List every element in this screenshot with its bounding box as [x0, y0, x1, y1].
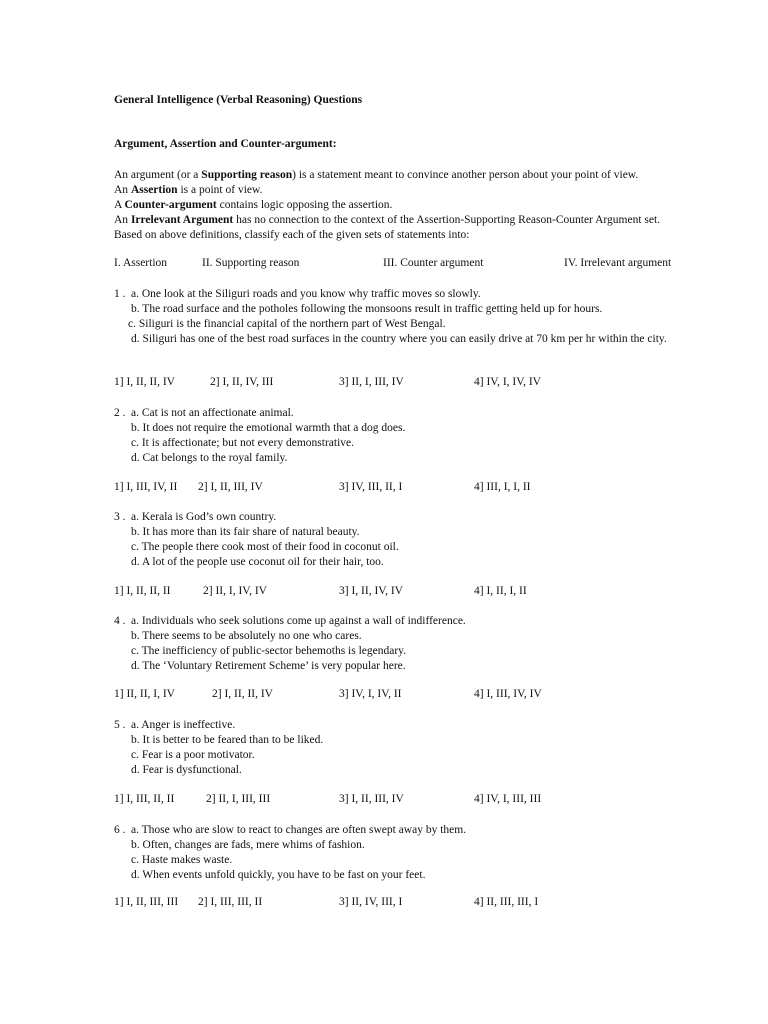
definition-text: An argument (or a [114, 169, 202, 181]
statement-text: c. Fear is a poor motivator. [131, 749, 255, 761]
statement [114, 868, 724, 883]
definition-text: An [114, 214, 131, 226]
answer-option: 1] I, II, II, IV [114, 376, 175, 388]
statement-text: b. There seems to be absolutely no one who cares. [131, 630, 362, 642]
statement-text: b. The road surface and the potholes following the monsoons result in traffic getting held up for hours. [131, 303, 603, 315]
statement-text: a. Anger is ineffective. [131, 719, 236, 731]
definition-text: has no connection to the context of the Assertion-Supporting Reason-Counter Argument set. [233, 214, 661, 226]
answer-option: 3] IV, I, IV, II [339, 688, 402, 700]
answer-option: 2] II, I, III, III [206, 793, 271, 805]
statement [114, 555, 724, 570]
statement [114, 287, 724, 302]
definition-text: is a point of view. [177, 184, 263, 196]
statement [114, 659, 724, 674]
statement [114, 823, 724, 838]
statement-text: c. The people there cook most of their food in coconut oil. [131, 541, 399, 553]
statement-text: b. Often, changes are fads, mere whims of fashion. [131, 839, 365, 851]
answer-option: 2] I, II, III, IV [198, 481, 263, 493]
question-number: 3 . [114, 511, 126, 523]
statement-text: a. Individuals who seek solutions come up against a wall of indifference. [131, 615, 466, 627]
answer-option: 3] II, IV, III, I [339, 896, 403, 908]
question-3 [114, 510, 724, 570]
definition-line [114, 168, 734, 183]
answer-option: 4] IV, I, IV, IV [474, 376, 541, 388]
definition-line [114, 183, 734, 198]
answer-option: 3] I, II, IV, IV [339, 585, 403, 597]
statement [114, 421, 724, 436]
statement [114, 644, 724, 659]
statement [114, 748, 724, 763]
category-irrelevant-argument: IV. Irrelevant argument [564, 257, 672, 269]
answer-options-6 [114, 896, 734, 911]
statement-text: d. Cat belongs to the royal family. [131, 452, 288, 464]
answer-option: 2] II, I, IV, IV [203, 585, 267, 597]
statement [114, 436, 724, 451]
definition-text: ) is a statement meant to convince another person about your point of view. [292, 169, 639, 181]
statement [114, 629, 724, 644]
answer-option: 1] I, III, II, II [114, 793, 175, 805]
statement [114, 614, 724, 629]
statement-text: d. Fear is dysfunctional. [131, 764, 242, 776]
answer-option: 2] I, II, II, IV [212, 688, 273, 700]
statement-text: c. Siliguri is the financial capital of the northern part of West Bengal. [128, 318, 446, 330]
category-supporting-reason: II. Supporting reason [202, 257, 300, 269]
definition-text: A [114, 199, 125, 211]
statement-text: d. When events unfold quickly, you have to be fast on your feet. [131, 869, 426, 881]
answer-options-2 [114, 481, 734, 496]
definitions [114, 168, 734, 243]
definition-term: Irrelevant Argument [130, 214, 234, 226]
statement-text: d. The ‘Voluntary Retirement Scheme’ is very popular here. [131, 660, 406, 672]
answer-options-5 [114, 793, 734, 808]
statement [114, 763, 724, 778]
answer-option: 3] II, I, III, IV [339, 376, 404, 388]
instruction-text: Based on above definitions, classify each of the given sets of statements into: [114, 229, 470, 241]
question-number: 1 . [114, 288, 126, 300]
answer-option: 3] IV, III, II, I [339, 481, 403, 493]
answer-option: 1] I, II, II, II [114, 585, 171, 597]
answer-options-1 [114, 376, 734, 391]
statement [114, 302, 724, 317]
statement-text: c. It is affectionate; but not every demonstrative. [131, 437, 355, 449]
section-heading: Argument, Assertion and Counter-argument: [114, 138, 337, 150]
question-5 [114, 718, 724, 778]
statement-text: a. Those who are slow to react to changes are often swept away by them. [131, 824, 467, 836]
statement [114, 510, 724, 525]
definition-term: Assertion [130, 184, 178, 196]
answer-options-3 [114, 585, 734, 600]
question-1 [114, 287, 724, 347]
answer-option: 4] IV, I, III, III [474, 793, 542, 805]
definition-term: Counter-argument [124, 199, 217, 211]
question-number: 6 . [114, 824, 126, 836]
category-counter-argument: III. Counter argument [383, 257, 484, 269]
question-number: 2 . [114, 407, 126, 419]
statement-text: b. It has more than its fair share of natural beauty. [131, 526, 360, 538]
statement-text: c. The inefficiency of public-sector behemoths is legendary. [131, 645, 407, 657]
statement-text: c. Haste makes waste. [131, 854, 233, 866]
statement [114, 733, 724, 748]
statement-text: a. One look at the Siliguri roads and you know why traffic moves so slowly. [131, 288, 481, 300]
statement-text: d. A lot of the people use coconut oil for their hair, too. [131, 556, 384, 568]
answer-option: 2] I, II, IV, III [210, 376, 274, 388]
definition-text: An [114, 184, 131, 196]
question-6 [114, 823, 724, 883]
statement [114, 838, 724, 853]
statement-text: a. Cat is not an affectionate animal. [131, 407, 294, 419]
answer-option: 1] I, II, III, III [114, 896, 179, 908]
statement [114, 451, 724, 466]
answer-option: 1] II, II, I, IV [114, 688, 175, 700]
definition-line [114, 213, 734, 228]
question-2 [114, 406, 724, 466]
answer-option: 4] I, III, IV, IV [474, 688, 542, 700]
answer-option: 3] I, II, III, IV [339, 793, 404, 805]
question-number: 5 . [114, 719, 126, 731]
answer-option: 4] I, II, I, II [474, 585, 527, 597]
statement-text: d. Siliguri has one of the best road surfaces in the country where you can easily drive at 70 km per hr within the city. [131, 333, 667, 345]
statement [114, 317, 724, 332]
statement [114, 718, 724, 733]
question-4 [114, 614, 724, 674]
instruction-line [114, 228, 734, 243]
answer-option: 4] II, III, III, I [474, 896, 539, 908]
document-title: General Intelligence (Verbal Reasoning) Questions [114, 94, 363, 106]
definition-text: contains logic opposing the assertion. [216, 199, 393, 211]
statement-text: a. Kerala is God’s own country. [131, 511, 277, 523]
statement [114, 406, 724, 421]
answer-option: 1] I, III, IV, II [114, 481, 178, 493]
answer-options-4 [114, 688, 734, 703]
statement [114, 853, 724, 868]
statement-text: b. It does not require the emotional warmth that a dog does. [131, 422, 406, 434]
question-number: 4 . [114, 615, 126, 627]
statement [114, 540, 724, 555]
definition-line [114, 198, 734, 213]
category-list [114, 257, 734, 272]
statement-text: b. It is better to be feared than to be liked. [131, 734, 324, 746]
statement [114, 525, 724, 540]
statement [114, 332, 724, 347]
definition-term: Supporting reason [201, 169, 293, 181]
answer-option: 2] I, III, III, II [198, 896, 263, 908]
answer-option: 4] III, I, I, II [474, 481, 531, 493]
category-assertion: I. Assertion [114, 257, 168, 269]
